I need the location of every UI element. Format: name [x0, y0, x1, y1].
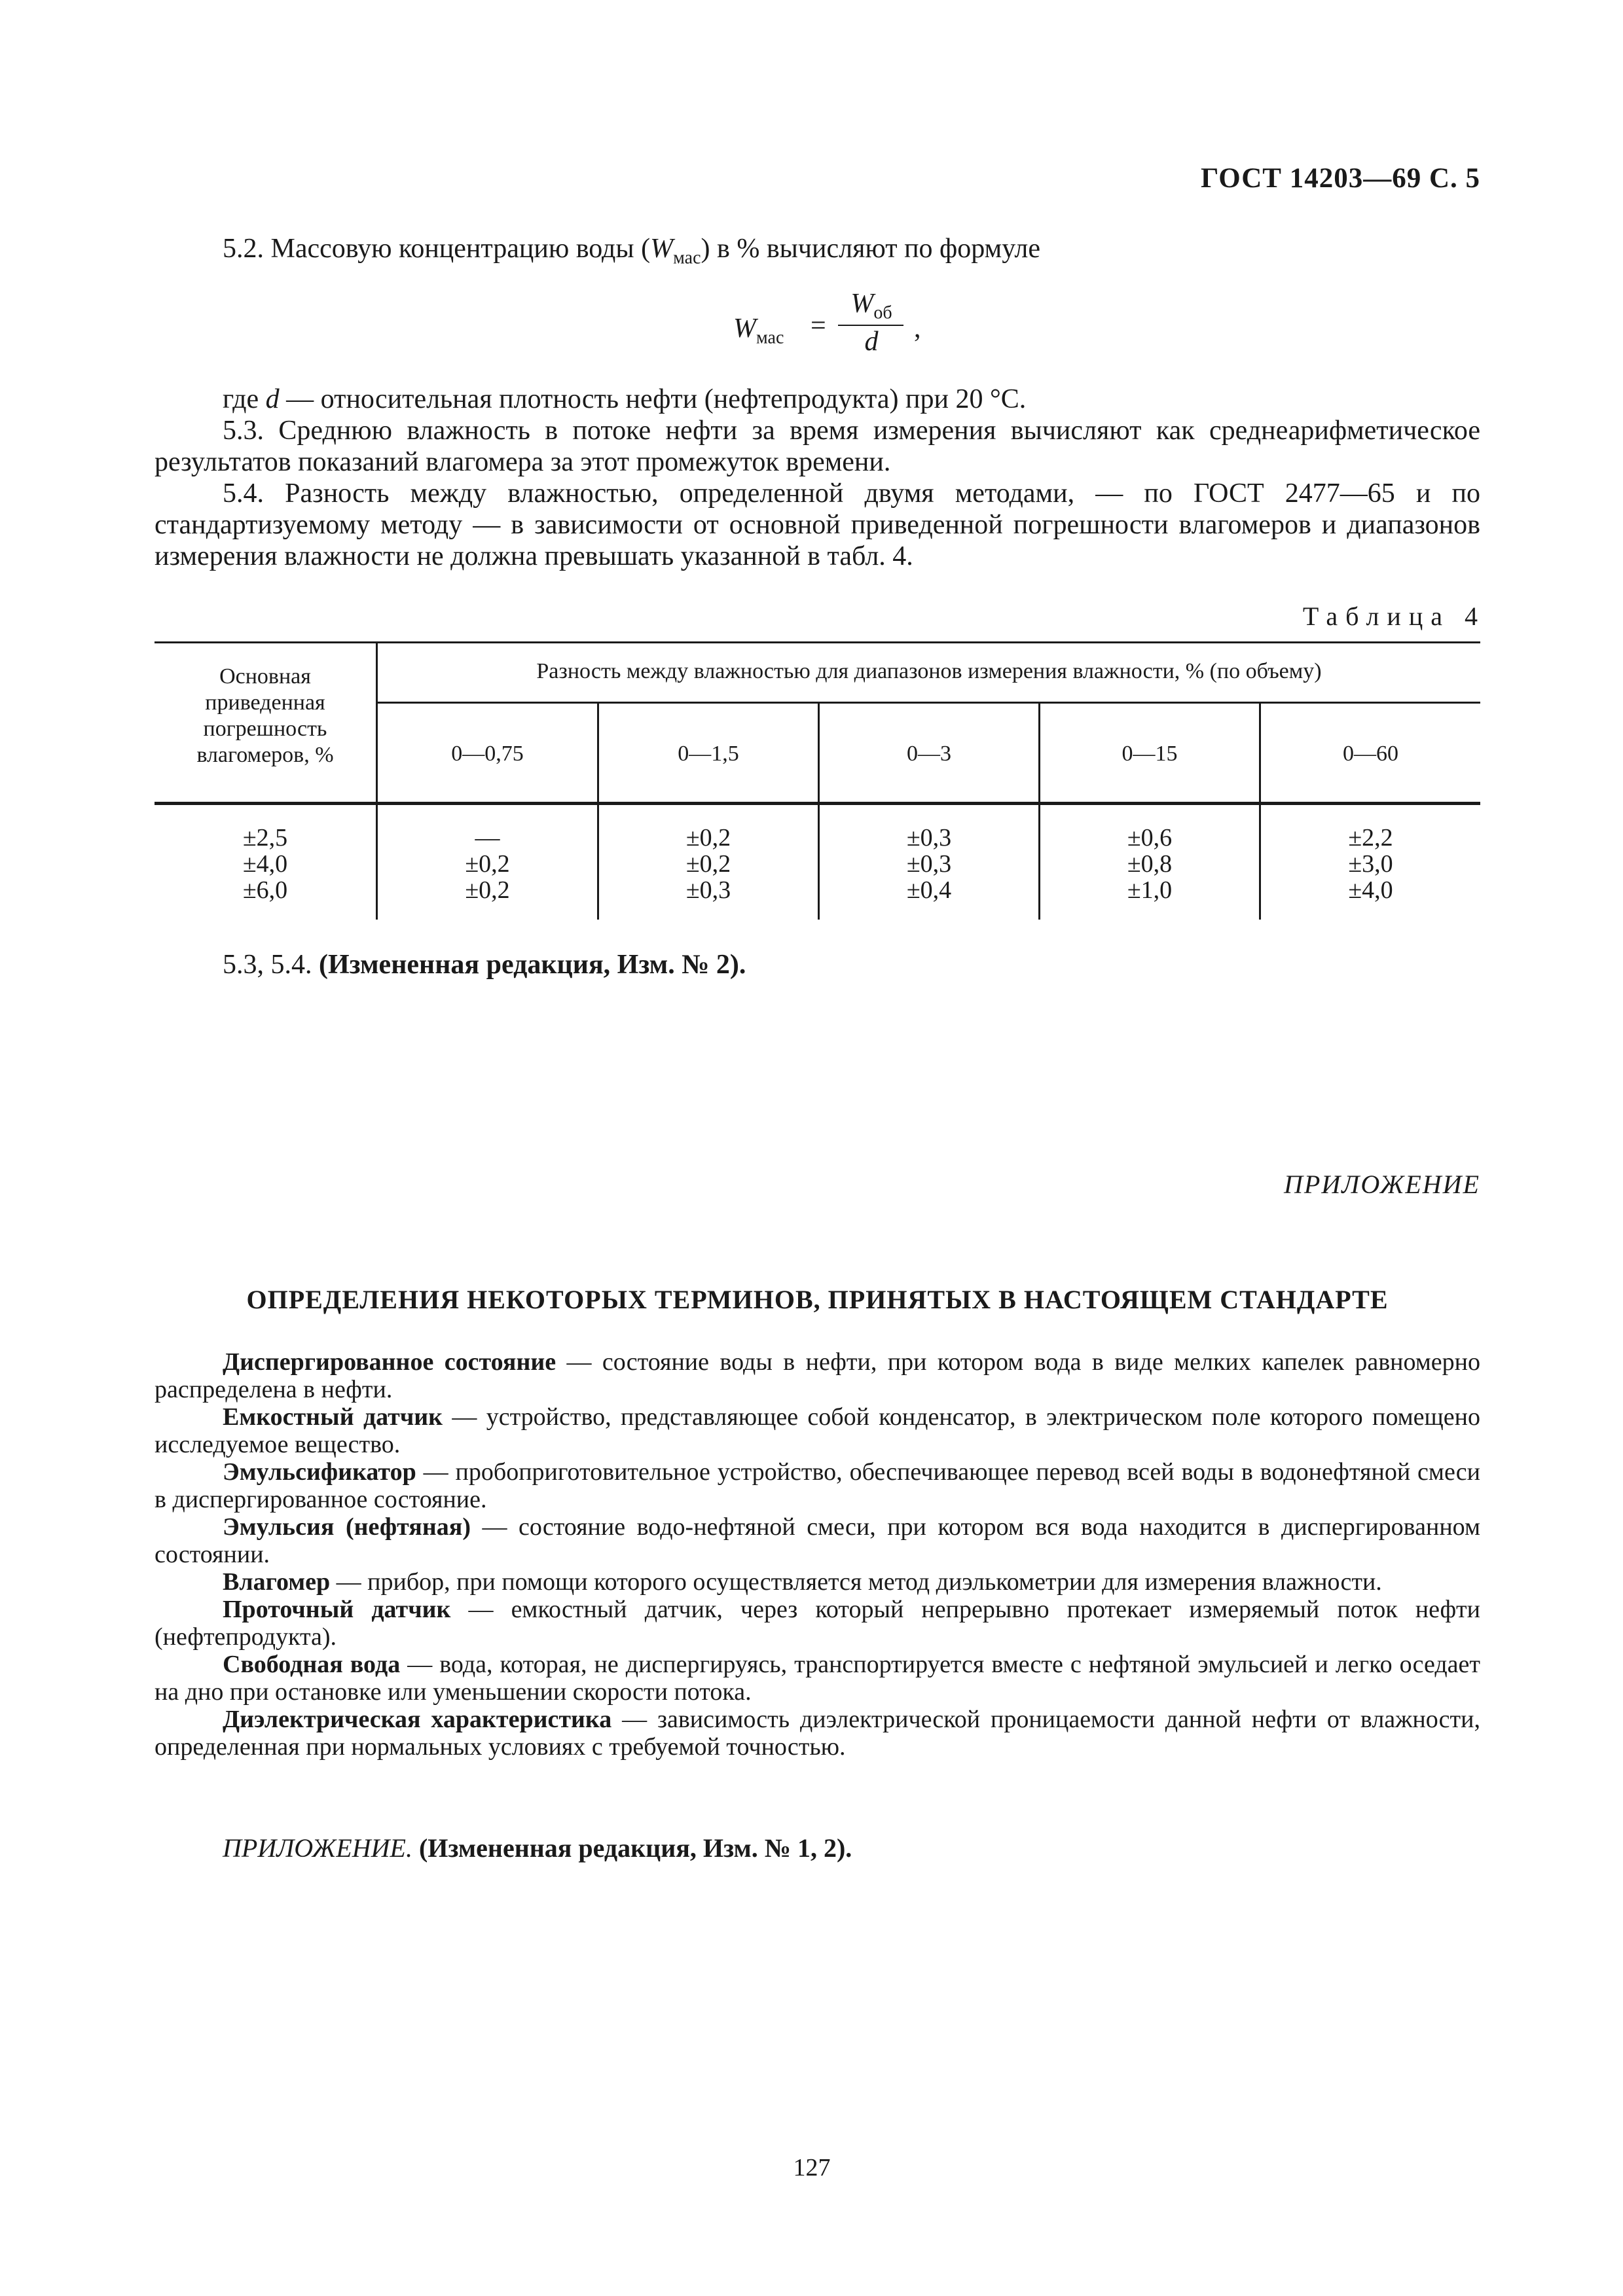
formula-comma: ,	[914, 314, 921, 344]
table-value-column	[1040, 825, 1259, 903]
formula-numerator	[835, 288, 907, 323]
table-caption: Таблица 4	[1302, 601, 1486, 631]
amendment-note	[223, 949, 746, 980]
table-group-underline	[376, 702, 1480, 704]
definition-text: — состояние водо-нефтяной смеси, при котором вся вода находится в диспергированном состоянии.	[155, 1513, 1480, 1568]
formula-num-var: W	[850, 289, 874, 319]
table-col1-header-line: приведенная	[205, 691, 325, 715]
appendix-note-bold: (Измененная редакция, Изм. № 1, 2).	[412, 1833, 852, 1863]
table-cell: ±2,5	[242, 824, 288, 852]
definition-term: Эмульсия (нефтяная)	[223, 1513, 471, 1541]
definition-item	[155, 1568, 1480, 1596]
table-value-column	[1261, 825, 1480, 903]
formula	[733, 288, 930, 360]
amendment-note-prefix: 5.3, 5.4.	[223, 950, 319, 980]
table-cell: ±0,2	[685, 824, 731, 852]
section-5-2-text-after: ) в % вычисляют по формуле	[701, 234, 1040, 264]
definition-text: — емкостный датчик, через который непрерывно протекает измеряемый поток нефти (нефтепродукта).	[155, 1596, 1481, 1651]
table-col1-header-line: влагомеров, %	[196, 743, 334, 767]
table-cell: ±0,3	[906, 824, 952, 852]
formula-lhs-sub: мас	[756, 327, 784, 348]
table-cell: ±0,3	[906, 850, 952, 878]
definition-item	[155, 1458, 1480, 1513]
page-number: 127	[793, 2154, 831, 2181]
formula-denominator	[835, 326, 907, 357]
definition-term: Емкостный датчик	[223, 1403, 443, 1431]
definition-item	[155, 1403, 1480, 1458]
table-col1-header-line: Основная	[219, 664, 311, 689]
definition-text: — состояние воды в нефти, при котором вода в виде мелких капелек равномерно распределена в нефти.	[155, 1348, 1480, 1403]
table-range-header: 0—3	[907, 742, 951, 766]
definition-term: Проточный датчик	[223, 1596, 451, 1623]
where-line	[223, 384, 1480, 415]
table-range-header: 0—1,5	[678, 742, 739, 766]
table-error-column	[155, 825, 376, 903]
definitions-list	[155, 1348, 1480, 1761]
table-range-header: 0—15	[1122, 742, 1178, 766]
definition-item	[155, 1651, 1480, 1706]
table-cell: ±4,0	[1348, 876, 1393, 904]
appendix-note-italic: ПРИЛОЖЕНИЕ.	[223, 1833, 412, 1863]
table-cell: ±0,6	[1127, 824, 1173, 852]
appendix-amendment-note	[223, 1833, 852, 1863]
definition-text: — зависимость диэлектрической проницаемости данной нефти от влажности, определенная при нормальных условиях с требуемой точностью.	[155, 1706, 1480, 1761]
definition-term: Эмульсификатор	[223, 1458, 416, 1486]
table-cell: —	[475, 824, 500, 852]
table-cell: ±6,0	[242, 876, 288, 904]
table-value-column	[820, 825, 1038, 903]
formula-equals: =	[811, 311, 826, 341]
appendix-label: ПРИЛОЖЕНИЕ	[1284, 1170, 1480, 1199]
table-col1-header-line: погрешность	[203, 717, 327, 741]
definition-term: Диэлектрическая характеристика	[223, 1706, 612, 1733]
where-var: d	[265, 384, 280, 414]
definition-item	[155, 1596, 1480, 1651]
table-value-column	[378, 825, 597, 903]
section-5-2-w: W	[650, 234, 674, 264]
amendment-note-bold: (Измененная редакция, Изм. № 2).	[319, 950, 746, 980]
table-cell: ±0,3	[685, 876, 731, 904]
table-cell: ±2,2	[1348, 824, 1393, 852]
definition-term: Свободная вода	[223, 1651, 401, 1678]
definition-item	[155, 1513, 1480, 1568]
table-cell: ±0,4	[906, 876, 952, 904]
formula-den-var: d	[864, 327, 879, 357]
definition-item	[155, 1348, 1480, 1403]
where-prefix: где	[223, 384, 266, 414]
definition-item	[155, 1706, 1480, 1761]
definition-text: — устройство, представляющее собой конденсатор, в электрическом поле которого помещено исследуемое вещество.	[155, 1403, 1480, 1458]
table-cell: ±0,8	[1127, 850, 1173, 878]
table-cell: ±0,2	[465, 876, 510, 904]
table-cell: ±0,2	[685, 850, 731, 878]
formula-lhs-var: W	[733, 314, 756, 344]
table-range-header: 0—60	[1343, 742, 1398, 766]
section-5-2-text-before: 5.2. Массовую концентрацию воды (	[223, 234, 651, 264]
table-cell: ±1,0	[1127, 876, 1173, 904]
table-cell: ±0,2	[465, 850, 510, 878]
table-col1-header	[155, 664, 376, 768]
definition-text: — вода, которая, не диспергируясь, транспортируется вместе с нефтяной эмульсией и легко оседает на дно при остановке или уменьшении скорости потока.	[155, 1651, 1480, 1706]
table-cell: ±4,0	[242, 850, 288, 878]
definition-text: — пробоприготовительное устройство, обеспечивающее перевод всей воды в водонефтяной смеси в диспергированное состояние.	[155, 1458, 1480, 1513]
section-5-3: 5.3. Среднюю влажность в потоке нефти за время измерения вычисляют как среднеарифметическое результатов показаний влагомера за этот промежуток времени.	[155, 416, 1480, 477]
table-value-column	[599, 825, 818, 903]
data-table	[155, 641, 1480, 920]
table-group-header: Разность между влажностью для диапазонов измерения влажности, % (по объему)	[536, 659, 1322, 683]
section-5-2-w-sub: мас	[673, 247, 701, 268]
section-5-2	[223, 233, 1480, 274]
table-cell: ±3,0	[1348, 850, 1393, 878]
table-top-border	[155, 641, 1480, 643]
page-header: ГОСТ 14203—69 С. 5	[1200, 163, 1480, 194]
where-text: — относительная плотность нефти (нефтепродукта) при 20 °С.	[279, 384, 1027, 414]
formula-num-sub: об	[873, 302, 892, 323]
definition-term: Влагомер	[223, 1568, 331, 1596]
definition-text: — прибор, при помощи которого осуществляется метод диэлькометрии для измерения влажности.	[330, 1568, 1382, 1596]
definition-term: Диспергированное состояние	[223, 1348, 556, 1376]
table-header-bottom-border	[155, 802, 1480, 805]
table-range-header: 0—0,75	[451, 742, 524, 766]
section-5-4: 5.4. Разность между влажностью, определенной двумя методами, — по ГОСТ 2477—65 и по стандартизуемому методу — в зависимости от основной приведенной погрешности влагомеров и диапазонов измерения влажности не должна превышать указанной в табл. 4.	[155, 478, 1480, 571]
appendix-title: ОПРЕДЕЛЕНИЯ НЕКОТОРЫХ ТЕРМИНОВ, ПРИНЯТЫХ В НАСТОЯЩЕМ СТАНДАРТЕ	[246, 1285, 1389, 1314]
